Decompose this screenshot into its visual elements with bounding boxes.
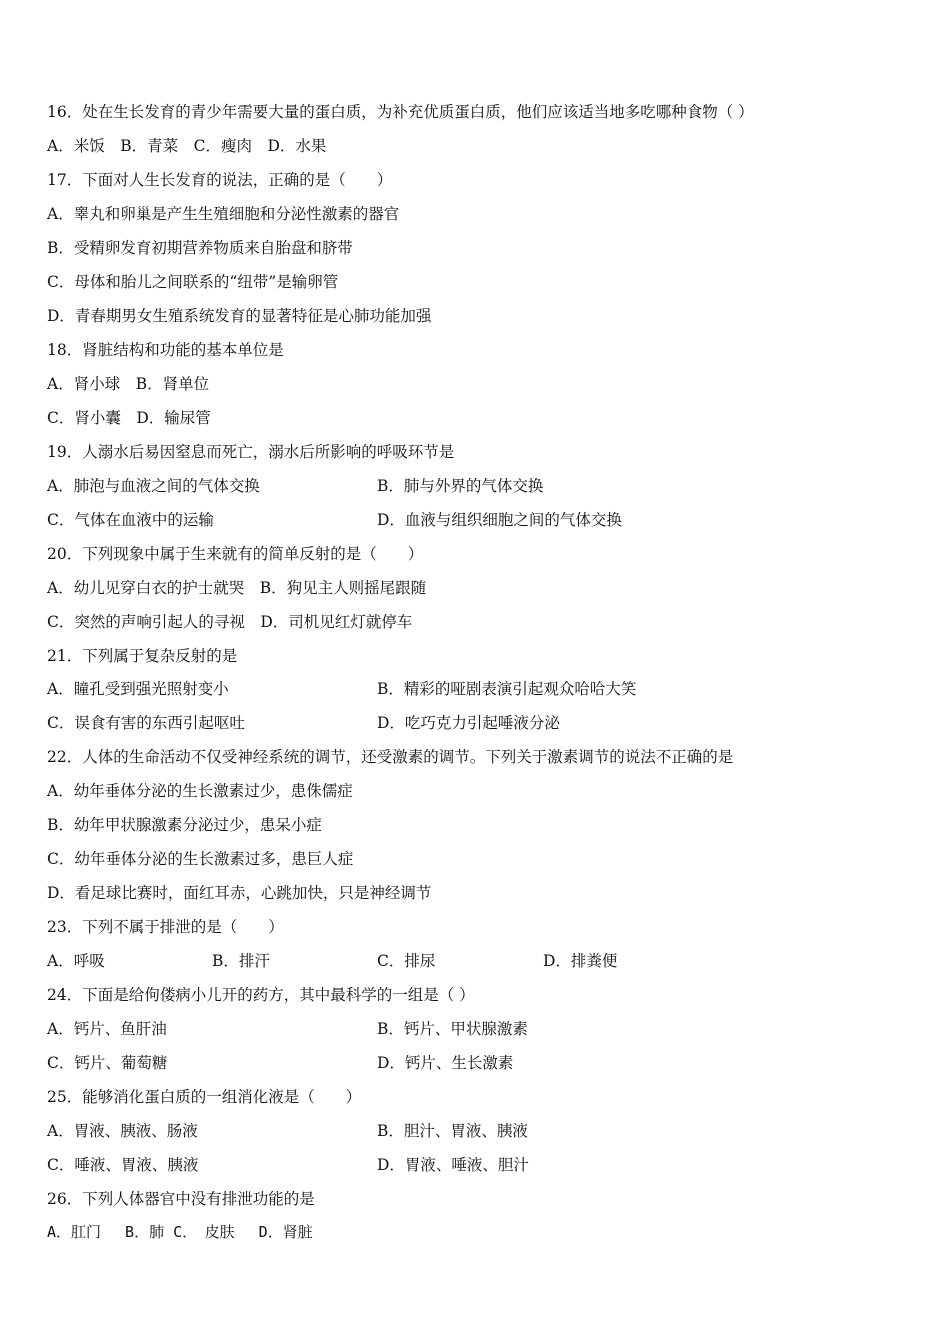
q24-option-d: D．钙片、生长激素 (377, 1054, 514, 1072)
q18-options-ab: A．肾小球 B．肾单位 (47, 375, 210, 393)
q22-option-b: B．幼年甲状腺激素分泌过少，患呆小症 (47, 816, 322, 834)
q20-stem: 20．下列现象中属于生来就有的简单反射的是（ ） (47, 545, 424, 563)
q17-option-b: B．受精卵发育初期营养物质来自胎盘和脐带 (47, 239, 353, 257)
q19-option-c: C．气体在血液中的运输 (47, 511, 214, 529)
q19-option-b: B．肺与外界的气体交换 (377, 477, 544, 495)
q16-stem: 16．处在生长发育的青少年需要大量的蛋白质，为补充优质蛋白质，他们应该适当地多吃哪种食物（ ） (47, 103, 754, 121)
q20-options-ab: A．幼儿见穿白衣的护士就哭 B．狗见主人则摇尾跟随 (47, 579, 427, 597)
q25-option-d: D．胃液、唾液、胆汁 (377, 1156, 529, 1174)
q21-option-d: D．吃巧克力引起唾液分泌 (377, 714, 560, 732)
q23-option-d: D．排粪便 (543, 952, 618, 970)
q17-option-a: A．睾丸和卵巢是产生生殖细胞和分泌性激素的器官 (47, 205, 400, 223)
q21-stem: 21．下列属于复杂反射的是 (47, 647, 238, 665)
q23-option-c: C．排尿 (377, 952, 436, 970)
q22-option-a: A．幼年垂体分泌的生长激素过少，患侏儒症 (47, 782, 353, 800)
q18-stem: 18．肾脏结构和功能的基本单位是 (47, 341, 284, 359)
q26-stem: 26．下列人体器官中没有排泄功能的是 (47, 1190, 315, 1208)
q21-option-c: C．误食有害的东西引起呕吐 (47, 714, 245, 732)
q19-option-a: A．肺泡与血液之间的气体交换 (47, 477, 260, 495)
q19-stem: 19．人溺水后易因窒息而死亡，溺水后所影响的呼吸环节是 (47, 443, 455, 461)
q23-stem: 23．下列不属于排泄的是（ ） (47, 918, 284, 936)
q25-stem: 25．能够消化蛋白质的一组消化液是（ ） (47, 1088, 362, 1106)
q20-options-cd: C．突然的声响引起人的寻视 D．司机见红灯就停车 (47, 613, 413, 631)
q25-option-c: C．唾液、胃液、胰液 (47, 1156, 199, 1174)
q18-options-cd: C．肾小囊 D．输尿管 (47, 409, 211, 427)
q22-stem: 22．人体的生命活动不仅受神经系统的调节，还受激素的调节。下列关于激素调节的说法不正确的是 (47, 748, 734, 766)
q17-option-c: C．母体和胎儿之间联系的“纽带”是输卵管 (47, 273, 339, 291)
q22-option-d: D．看足球比赛时，面红耳赤，心跳加快，只是神经调节 (47, 884, 432, 902)
q25-option-b: B．胆汁、胃液、胰液 (377, 1122, 528, 1140)
q19-option-d: D．血液与组织细胞之间的气体交换 (377, 511, 622, 529)
q17-stem: 17．下面对人生长发育的说法，正确的是（ ） (47, 171, 393, 189)
q26-options: A．肛门 B．肺 C． 皮肤 D．肾脏 (47, 1223, 313, 1241)
q24-option-b: B．钙片、甲状腺激素 (377, 1020, 528, 1038)
q21-option-b: B．精彩的哑剧表演引起观众哈哈大笑 (377, 680, 637, 698)
q23-option-a: A．呼吸 (47, 952, 105, 970)
q24-option-a: A．钙片、鱼肝油 (47, 1020, 167, 1038)
q16-options: A．米饭 B．青菜 C．瘦肉 D．水果 (47, 137, 327, 155)
q22-option-c: C．幼年垂体分泌的生长激素过多，患巨人症 (47, 850, 354, 868)
q23-option-b: B．排汗 (212, 952, 270, 970)
q17-option-d: D．青春期男女生殖系统发育的显著特征是心肺功能加强 (47, 307, 432, 325)
q25-option-a: A．胃液、胰液、肠液 (47, 1122, 198, 1140)
q24-stem: 24．下面是给佝偻病小儿开的药方，其中最科学的一组是（ ） (47, 986, 475, 1004)
q21-option-a: A．瞳孔受到强光照射变小 (47, 680, 229, 698)
q24-option-c: C．钙片、葡萄糖 (47, 1054, 168, 1072)
